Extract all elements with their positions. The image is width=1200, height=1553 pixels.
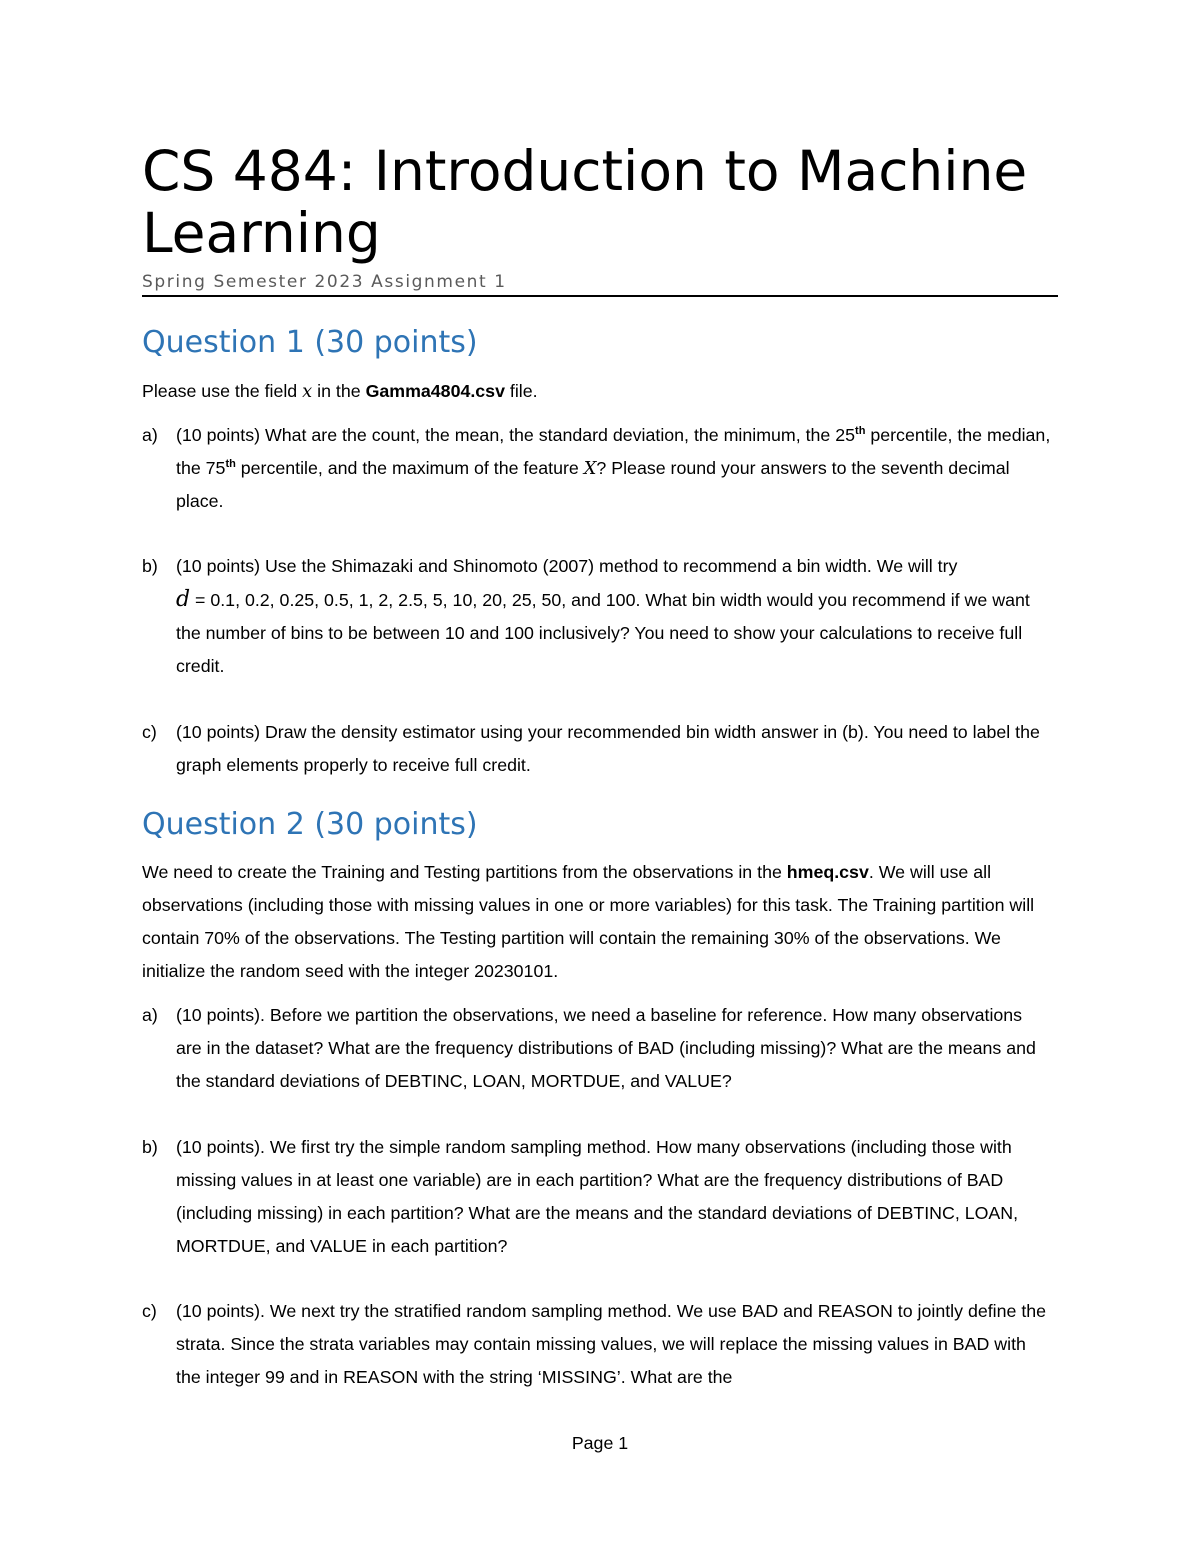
question-2-intro xyxy=(142,856,1047,988)
item-marker: a) xyxy=(142,425,158,445)
intro-text: We need to create the Training and Testing partitions from the observations in the xyxy=(142,862,787,882)
question-2b-text: (10 points). We first try the simple random sampling method. How many observations (including those with missing values in at least one variable) are in each partition? What are the frequency distributions of BAD (including missing) in each partition? What are the means and the standard deviations of DEBTINC, LOAN, MORTDUE, and VALUE in each partition? xyxy=(176,1137,1019,1256)
text-run: ? Please round your answers to the seventh decimal place. xyxy=(176,458,1010,511)
file-name: Gamma4804.csv xyxy=(365,381,505,401)
question-1b xyxy=(142,550,1052,683)
question-2a-text: (10 points). Before we partition the observations, we need a baseline for reference. How many observations are in the dataset? What are the frequency distributions of BAD (including missing)? What are the means and the standard deviations of DEBTINC, LOAN, MORTDUE, and VALUE? xyxy=(176,1005,1036,1091)
question-1a xyxy=(142,419,1052,518)
intro-text: in the xyxy=(312,381,366,401)
item-marker: a) xyxy=(142,1005,158,1025)
intro-text: file. xyxy=(504,381,538,401)
question-1-heading: Question 1 (30 points) xyxy=(142,325,478,360)
page-number: Page 1 xyxy=(571,1433,629,1453)
intro-text: Please use the field xyxy=(142,381,303,401)
question-2a xyxy=(142,999,1052,1098)
variable-x: x xyxy=(302,381,313,402)
question-1c-text: (10 points) Draw the density estimator using your recommended bin width answer in (b). You need to label the graph elements properly to receive full credit. xyxy=(176,722,1040,775)
item-marker: c) xyxy=(142,1301,157,1321)
document-subtitle: Spring Semester 2023 Assignment 1 xyxy=(142,272,507,292)
question-2c-text: (10 points). We next try the stratified random sampling method. We use BAD and REASON to jointly define the strata. Since the strata variables may contain missing values, we will replace the missing values in BAD with the integer 99 and in REASON with the string ‘MISSING’. What are the xyxy=(176,1301,1047,1387)
question-1c xyxy=(142,716,1052,782)
variable-d: d xyxy=(176,587,191,612)
question-2b xyxy=(142,1131,1052,1263)
file-name: hmeq.csv xyxy=(786,862,869,882)
question-1-intro xyxy=(142,375,1047,408)
text-run: percentile, and the maximum of the feature xyxy=(235,458,584,478)
title-divider xyxy=(142,295,1058,297)
document-title: CS 484: Introduction to Machine Learning xyxy=(142,139,1028,265)
item-marker: b) xyxy=(142,556,158,576)
question-2c xyxy=(142,1295,1052,1394)
intro-text: . We will use all observations (including those with missing values in one or more variables) for this task. The Training partition will contain 70% of the observations. The Testing partition will contain the remaining 30% of the observations. We initialize the random seed with the integer 20230101. xyxy=(142,862,1035,981)
item-marker: c) xyxy=(142,722,157,742)
text-run: percentile, the median, the 75 xyxy=(176,425,1051,478)
superscript: th xyxy=(855,425,866,438)
text-run: = 0.1, 0.2, 0.25, 0.5, 1, 2, 2.5, 5, 10, 20, 25, 50, and 100. What bin width would you recommend if we want the number of bins to be between 10 and 100 inclusively? You need to show your calculations to receive full credit. xyxy=(176,590,1030,676)
text-run: (10 points) Use the Shimazaki and Shinomoto (2007) method to recommend a bin width. We will try xyxy=(176,556,958,576)
variable-x: X xyxy=(583,458,597,479)
text-run: (10 points) What are the count, the mean, the standard deviation, the minimum, the 25 xyxy=(176,425,856,445)
question-2-heading: Question 2 (30 points) xyxy=(142,807,478,842)
superscript: th xyxy=(225,458,236,471)
item-marker: b) xyxy=(142,1137,158,1157)
question-1b-text xyxy=(176,550,1052,683)
question-1a-text xyxy=(176,419,1052,518)
